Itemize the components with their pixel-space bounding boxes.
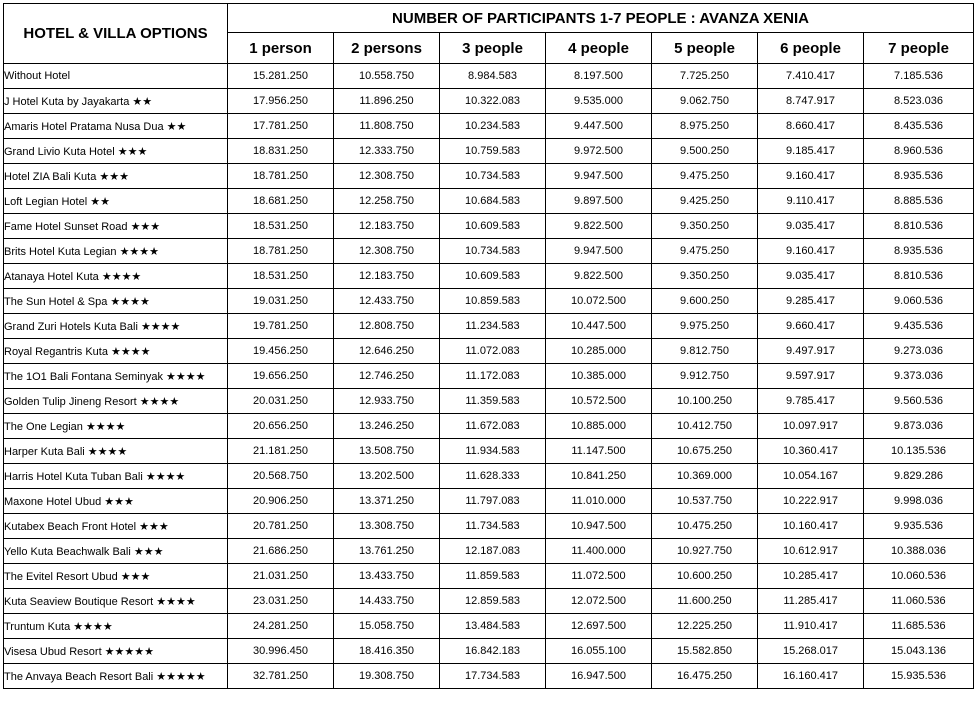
price-cell: 12.183.750 (334, 214, 440, 239)
price-cell: 12.072.500 (546, 589, 652, 614)
price-cell: 12.308.750 (334, 239, 440, 264)
table-row (4, 564, 974, 589)
hotel-name-cell: The 1O1 Bali Fontana Seminyak ★★★★ (4, 364, 228, 389)
hotel-name-cell: Visesa Ubud Resort ★★★★★ (4, 639, 228, 664)
price-cell: 20.906.250 (228, 489, 334, 514)
price-cell: 21.031.250 (228, 564, 334, 589)
price-cell: 11.797.083 (440, 489, 546, 514)
table-row (4, 664, 974, 689)
table-row (4, 589, 974, 614)
hotel-name-cell: Truntum Kuta ★★★★ (4, 614, 228, 639)
table-row (4, 364, 974, 389)
price-cell: 12.258.750 (334, 189, 440, 214)
price-cell: 11.072.500 (546, 564, 652, 589)
price-cell: 8.810.536 (864, 214, 974, 239)
price-cell: 9.912.750 (652, 364, 758, 389)
price-cell: 9.475.250 (652, 164, 758, 189)
price-cell: 30.996.450 (228, 639, 334, 664)
price-cell: 8.660.417 (758, 114, 864, 139)
price-cell: 12.183.750 (334, 264, 440, 289)
price-cell: 9.935.536 (864, 514, 974, 539)
price-cell: 13.308.750 (334, 514, 440, 539)
price-cell: 12.933.750 (334, 389, 440, 414)
price-cell: 11.672.083 (440, 414, 546, 439)
price-cell: 15.281.250 (228, 64, 334, 89)
price-cell: 23.031.250 (228, 589, 334, 614)
price-cell: 11.359.583 (440, 389, 546, 414)
price-cell: 12.646.250 (334, 339, 440, 364)
price-cell: 10.060.536 (864, 564, 974, 589)
price-cell: 9.560.536 (864, 389, 974, 414)
price-cell: 10.369.000 (652, 464, 758, 489)
price-cell: 11.147.500 (546, 439, 652, 464)
price-cell: 12.333.750 (334, 139, 440, 164)
column-header: 4 people (546, 33, 652, 64)
price-cell: 10.360.417 (758, 439, 864, 464)
price-cell: 11.234.583 (440, 314, 546, 339)
table-row (4, 64, 974, 89)
price-cell: 21.181.250 (228, 439, 334, 464)
price-cell: 9.972.500 (546, 139, 652, 164)
price-cell: 32.781.250 (228, 664, 334, 689)
hotel-name-cell: Hotel ZIA Bali Kuta ★★★ (4, 164, 228, 189)
price-cell: 10.572.500 (546, 389, 652, 414)
table-body (4, 64, 974, 689)
price-cell: 8.747.917 (758, 89, 864, 114)
price-cell: 9.273.036 (864, 339, 974, 364)
price-cell: 18.416.350 (334, 639, 440, 664)
price-cell: 7.725.250 (652, 64, 758, 89)
price-cell: 9.873.036 (864, 414, 974, 439)
price-cell: 12.225.250 (652, 614, 758, 639)
price-cell: 13.371.250 (334, 489, 440, 514)
price-cell: 18.531.250 (228, 214, 334, 239)
price-cell: 8.935.536 (864, 239, 974, 264)
price-cell: 10.135.536 (864, 439, 974, 464)
price-cell: 17.956.250 (228, 89, 334, 114)
price-cell: 9.660.417 (758, 314, 864, 339)
price-cell: 12.859.583 (440, 589, 546, 614)
price-cell: 10.609.583 (440, 214, 546, 239)
price-cell: 10.885.000 (546, 414, 652, 439)
table-row (4, 639, 974, 664)
price-cell: 16.947.500 (546, 664, 652, 689)
price-cell: 10.097.917 (758, 414, 864, 439)
hotel-name-cell: Brits Hotel Kuta Legian ★★★★ (4, 239, 228, 264)
price-cell: 15.058.750 (334, 614, 440, 639)
price-cell: 9.947.500 (546, 239, 652, 264)
hotel-name-cell: Loft Legian Hotel ★★ (4, 189, 228, 214)
price-cell: 9.425.250 (652, 189, 758, 214)
price-cell: 19.308.750 (334, 664, 440, 689)
price-cell: 11.072.083 (440, 339, 546, 364)
price-cell: 20.031.250 (228, 389, 334, 414)
table-row (4, 139, 974, 164)
price-cell: 9.829.286 (864, 464, 974, 489)
price-cell: 9.447.500 (546, 114, 652, 139)
price-cell: 10.285.417 (758, 564, 864, 589)
corner-header: HOTEL & VILLA OPTIONS (4, 4, 228, 64)
price-cell: 10.859.583 (440, 289, 546, 314)
price-cell: 10.054.167 (758, 464, 864, 489)
price-cell: 13.484.583 (440, 614, 546, 639)
price-cell: 15.268.017 (758, 639, 864, 664)
hotel-name-cell: Without Hotel (4, 64, 228, 89)
hotel-name-cell: Kutabex Beach Front Hotel ★★★ (4, 514, 228, 539)
price-cell: 20.656.250 (228, 414, 334, 439)
table-row (4, 464, 974, 489)
price-cell: 10.537.750 (652, 489, 758, 514)
price-cell: 8.935.536 (864, 164, 974, 189)
price-cell: 11.060.536 (864, 589, 974, 614)
price-cell: 12.308.750 (334, 164, 440, 189)
table-row (4, 189, 974, 214)
price-cell: 10.841.250 (546, 464, 652, 489)
table-row (4, 439, 974, 464)
price-cell: 8.984.583 (440, 64, 546, 89)
price-cell: 10.759.583 (440, 139, 546, 164)
price-cell: 11.910.417 (758, 614, 864, 639)
price-cell: 11.896.250 (334, 89, 440, 114)
price-cell: 12.808.750 (334, 314, 440, 339)
price-cell: 9.600.250 (652, 289, 758, 314)
price-cell: 19.656.250 (228, 364, 334, 389)
hotel-name-cell: The Anvaya Beach Resort Bali ★★★★★ (4, 664, 228, 689)
price-cell: 9.998.036 (864, 489, 974, 514)
price-cell: 11.628.333 (440, 464, 546, 489)
price-cell: 10.927.750 (652, 539, 758, 564)
price-cell: 12.746.250 (334, 364, 440, 389)
price-cell: 11.285.417 (758, 589, 864, 614)
hotel-name-cell: Fame Hotel Sunset Road ★★★ (4, 214, 228, 239)
table-row (4, 514, 974, 539)
hotel-name-cell: Grand Zuri Hotels Kuta Bali ★★★★ (4, 314, 228, 339)
price-cell: 9.062.750 (652, 89, 758, 114)
table-row (4, 264, 974, 289)
table-row (4, 389, 974, 414)
table-row (4, 289, 974, 314)
price-cell: 9.160.417 (758, 164, 864, 189)
hotel-name-cell: The One Legian ★★★★ (4, 414, 228, 439)
hotel-name-cell: Amaris Hotel Pratama Nusa Dua ★★ (4, 114, 228, 139)
price-cell: 19.031.250 (228, 289, 334, 314)
price-cell: 8.523.036 (864, 89, 974, 114)
price-cell: 9.497.917 (758, 339, 864, 364)
price-cell: 16.475.250 (652, 664, 758, 689)
price-cell: 9.500.250 (652, 139, 758, 164)
price-cell: 10.222.917 (758, 489, 864, 514)
price-cell: 11.808.750 (334, 114, 440, 139)
hotel-name-cell: Golden Tulip Jineng Resort ★★★★ (4, 389, 228, 414)
price-cell: 9.185.417 (758, 139, 864, 164)
price-cell: 19.456.250 (228, 339, 334, 364)
price-cell: 10.388.036 (864, 539, 974, 564)
column-header: 3 people (440, 33, 546, 64)
price-cell: 10.947.500 (546, 514, 652, 539)
price-cell: 9.285.417 (758, 289, 864, 314)
price-cell: 9.822.500 (546, 214, 652, 239)
price-cell: 10.558.750 (334, 64, 440, 89)
price-cell: 9.947.500 (546, 164, 652, 189)
hotel-name-cell: Yello Kuta Beachwalk Bali ★★★ (4, 539, 228, 564)
price-cell: 13.433.750 (334, 564, 440, 589)
price-cell: 10.734.583 (440, 164, 546, 189)
price-cell: 9.597.917 (758, 364, 864, 389)
hotel-name-cell: Maxone Hotel Ubud ★★★ (4, 489, 228, 514)
hotel-name-cell: The Evitel Resort Ubud ★★★ (4, 564, 228, 589)
price-cell: 21.686.250 (228, 539, 334, 564)
price-cell: 17.734.583 (440, 664, 546, 689)
price-cell: 9.110.417 (758, 189, 864, 214)
table-row (4, 164, 974, 189)
table-row (4, 339, 974, 364)
table-row (4, 89, 974, 114)
price-cell: 16.055.100 (546, 639, 652, 664)
price-cell: 11.172.083 (440, 364, 546, 389)
table-row (4, 414, 974, 439)
price-cell: 10.475.250 (652, 514, 758, 539)
price-cell: 8.885.536 (864, 189, 974, 214)
price-cell: 9.822.500 (546, 264, 652, 289)
price-cell: 9.785.417 (758, 389, 864, 414)
price-cell: 10.684.583 (440, 189, 546, 214)
hotel-name-cell: Atanaya Hotel Kuta ★★★★ (4, 264, 228, 289)
price-cell: 15.582.850 (652, 639, 758, 664)
hotel-name-cell: Grand Livio Kuta Hotel ★★★ (4, 139, 228, 164)
table-row (4, 114, 974, 139)
price-table (3, 3, 974, 689)
price-cell: 12.187.083 (440, 539, 546, 564)
price-cell: 18.681.250 (228, 189, 334, 214)
price-cell: 15.935.536 (864, 664, 974, 689)
price-cell: 9.350.250 (652, 264, 758, 289)
price-cell: 10.100.250 (652, 389, 758, 414)
price-cell: 10.609.583 (440, 264, 546, 289)
price-cell: 24.281.250 (228, 614, 334, 639)
price-cell: 11.600.250 (652, 589, 758, 614)
table-row (4, 239, 974, 264)
price-cell: 10.285.000 (546, 339, 652, 364)
price-cell: 10.734.583 (440, 239, 546, 264)
price-cell: 10.385.000 (546, 364, 652, 389)
price-cell: 10.160.417 (758, 514, 864, 539)
price-cell: 13.508.750 (334, 439, 440, 464)
price-cell: 11.400.000 (546, 539, 652, 564)
price-cell: 12.433.750 (334, 289, 440, 314)
price-cell: 18.531.250 (228, 264, 334, 289)
column-header: 6 people (758, 33, 864, 64)
price-cell: 12.697.500 (546, 614, 652, 639)
price-cell: 16.160.417 (758, 664, 864, 689)
price-cell: 18.831.250 (228, 139, 334, 164)
price-cell: 8.435.536 (864, 114, 974, 139)
column-header: 1 person (228, 33, 334, 64)
price-cell: 10.412.750 (652, 414, 758, 439)
price-cell: 10.675.250 (652, 439, 758, 464)
table-row (4, 614, 974, 639)
hotel-name-cell: Harris Hotel Kuta Tuban Bali ★★★★ (4, 464, 228, 489)
price-cell: 9.812.750 (652, 339, 758, 364)
price-cell: 18.781.250 (228, 164, 334, 189)
price-cell: 8.197.500 (546, 64, 652, 89)
price-cell: 18.781.250 (228, 239, 334, 264)
price-cell: 9.435.536 (864, 314, 974, 339)
table-row (4, 214, 974, 239)
price-cell: 10.612.917 (758, 539, 864, 564)
price-cell: 10.072.500 (546, 289, 652, 314)
hotel-name-cell: Kuta Seaview Boutique Resort ★★★★ (4, 589, 228, 614)
price-cell: 10.234.583 (440, 114, 546, 139)
price-cell: 11.685.536 (864, 614, 974, 639)
price-cell: 13.761.250 (334, 539, 440, 564)
price-cell: 9.060.536 (864, 289, 974, 314)
price-cell: 19.781.250 (228, 314, 334, 339)
price-cell: 10.447.500 (546, 314, 652, 339)
hotel-name-cell: J Hotel Kuta by Jayakarta ★★ (4, 89, 228, 114)
price-cell: 16.842.183 (440, 639, 546, 664)
price-cell: 11.859.583 (440, 564, 546, 589)
price-cell: 15.043.136 (864, 639, 974, 664)
price-cell: 9.975.250 (652, 314, 758, 339)
price-cell: 9.350.250 (652, 214, 758, 239)
price-cell: 8.960.536 (864, 139, 974, 164)
price-cell: 8.810.536 (864, 264, 974, 289)
price-cell: 9.373.036 (864, 364, 974, 389)
price-cell: 11.934.583 (440, 439, 546, 464)
price-cell: 7.185.536 (864, 64, 974, 89)
column-header: 5 people (652, 33, 758, 64)
price-cell: 9.897.500 (546, 189, 652, 214)
price-cell: 9.035.417 (758, 214, 864, 239)
group-header: NUMBER OF PARTICIPANTS 1-7 PEOPLE : AVANZA XENIA (228, 4, 974, 33)
price-cell: 9.535.000 (546, 89, 652, 114)
price-cell: 11.010.000 (546, 489, 652, 514)
price-cell: 7.410.417 (758, 64, 864, 89)
hotel-name-cell: The Sun Hotel & Spa ★★★★ (4, 289, 228, 314)
column-header: 2 persons (334, 33, 440, 64)
price-cell: 11.734.583 (440, 514, 546, 539)
price-cell: 10.600.250 (652, 564, 758, 589)
table-row (4, 489, 974, 514)
hotel-name-cell: Royal Regantris Kuta ★★★★ (4, 339, 228, 364)
price-cell: 9.035.417 (758, 264, 864, 289)
table-row (4, 314, 974, 339)
price-cell: 14.433.750 (334, 589, 440, 614)
price-cell: 9.475.250 (652, 239, 758, 264)
price-cell: 20.781.250 (228, 514, 334, 539)
column-header: 7 people (864, 33, 974, 64)
price-cell: 13.202.500 (334, 464, 440, 489)
hotel-name-cell: Harper Kuta Bali ★★★★ (4, 439, 228, 464)
table-row (4, 539, 974, 564)
price-cell: 9.160.417 (758, 239, 864, 264)
price-cell: 10.322.083 (440, 89, 546, 114)
price-cell: 13.246.250 (334, 414, 440, 439)
price-cell: 8.975.250 (652, 114, 758, 139)
price-cell: 20.568.750 (228, 464, 334, 489)
price-cell: 17.781.250 (228, 114, 334, 139)
